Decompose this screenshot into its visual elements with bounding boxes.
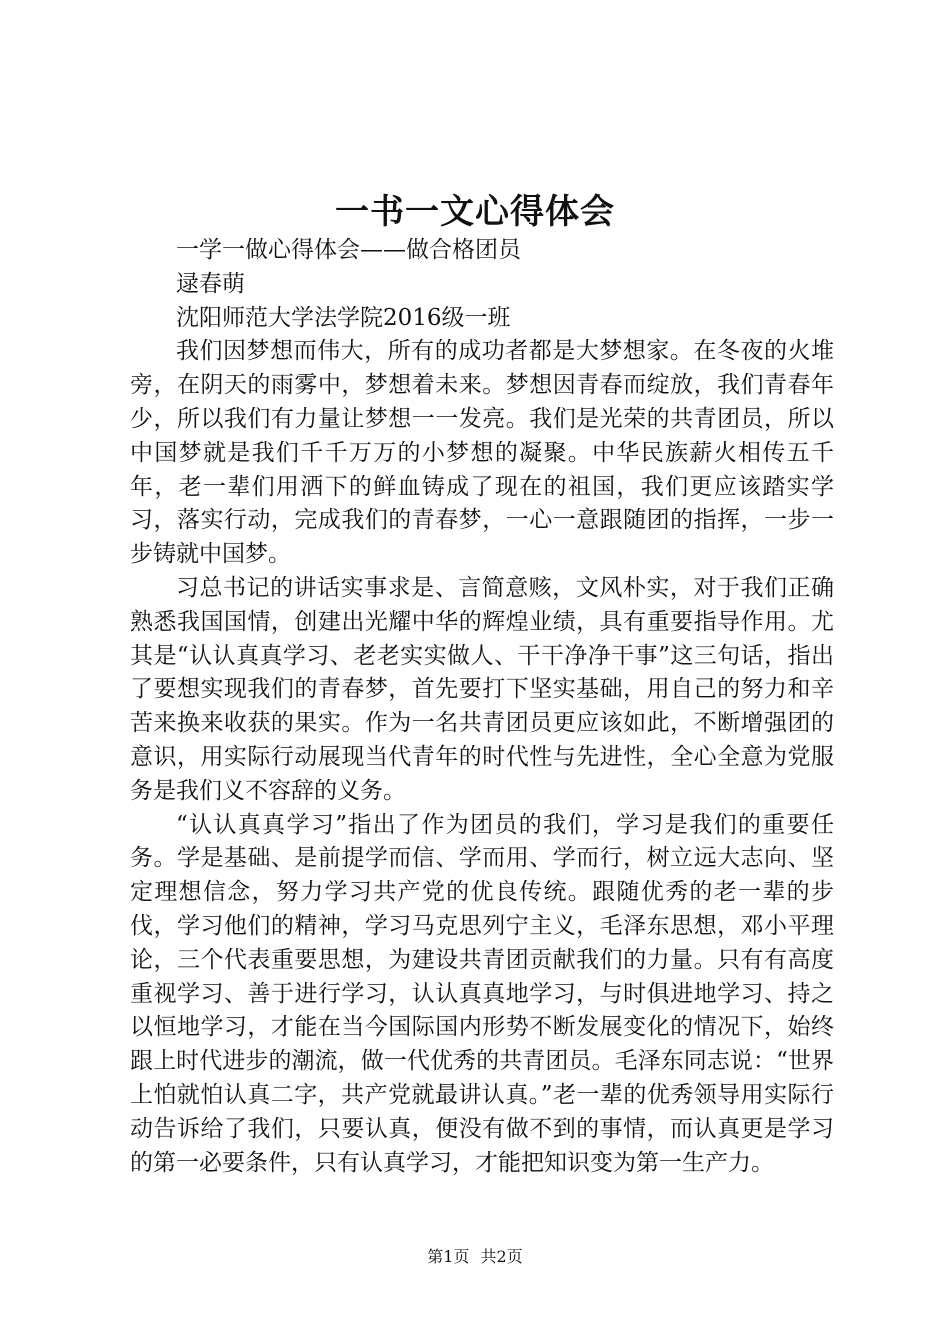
document-author: 逯春萌 <box>176 270 245 297</box>
document-affiliation: 沈阳师范大学法学院2016级一班 <box>176 304 511 331</box>
page-footer <box>0 1244 950 1267</box>
body-paragraph: 习总书记的讲话实事求是、言简意赅，文风朴实，对于我们正确熟悉我国国情，创建出光耀中华的辉煌业绩，具有重要指导作用。尤其是“认认真真学习、老老实实做人、干干净净干事”这三句话，指出了要想实现我们的青春梦，首先要打下坚实基础，用自己的努力和辛苦来换来收获的果实。作为一名共青团员更应该如此，不断增强团的意识，用实际行动展现当代青年的时代性与先进性，全心全意为党服务是我们义不容辞的义务。 <box>130 574 834 804</box>
document-subtitle: 一学一做心得体会——做合格团员 <box>176 237 521 263</box>
body-paragraph: 我们因梦想而伟大，所有的成功者都是大梦想家。在冬夜的火堆旁，在阴天的雨雾中，梦想着未来。梦想因青春而绽放，我们青春年少，所以我们有力量让梦想一一发亮。我们是光荣的共青团员，所以中国梦就是我们千千万万的小梦想的凝聚。中华民族薪火相传五千年，老一辈们用洒下的鲜血铸成了现在的祖国，我们更应该踏实学习，落实行动，完成我们的青春梦，一心一意跟随团的指挥，一步一步铸就中国梦。 <box>130 338 834 568</box>
document-title: 一书一文心得体会 <box>335 192 615 232</box>
page-total: 共2页 <box>480 1247 523 1266</box>
page-number: 第1页 <box>427 1247 470 1266</box>
body-paragraph: “认认真真学习”指出了作为团员的我们，学习是我们的重要任务。学是基础、是前提学而信、学而用、学而行，树立远大志向、坚定理想信念，努力学习共产党的优良传统。跟随优秀的老一辈的步伐，学习他们的精神，学习马克思列宁主义，毛泽东思想，邓小平理论，三个代表重要思想，为建设共青团贡献我们的力量。只有有高度重视学习、善于进行学习，认认真真地学习，与时俱进地学习、持之以恒地学习，才能在当今国际国内形势不断发展变化的情况下，始终跟上时代进步的潮流，做一代优秀的共青团员。毛泽东同志说：“世界上怕就怕认真二字，共产党就最讲认真。”老一辈的优秀领导用实际行动告诉给了我们，只要认真，便没有做不到的事情，而认真更是学习的第一必要条件，只有认真学习，才能把知识变为第一生产力。 <box>130 811 834 1176</box>
document-body <box>130 234 834 1180</box>
